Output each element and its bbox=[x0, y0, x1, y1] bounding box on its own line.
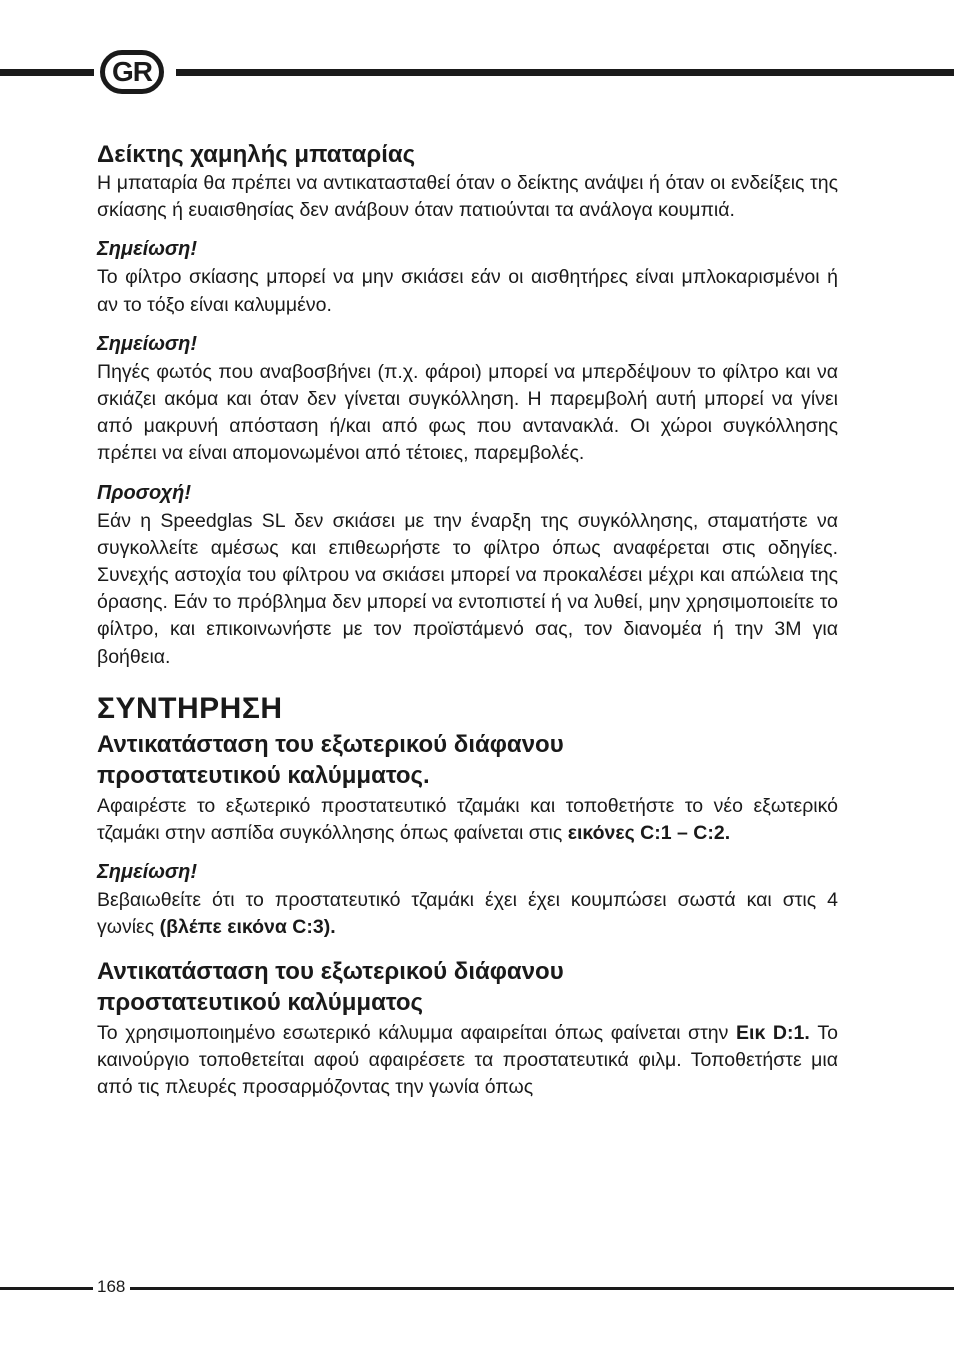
note-paragraph: Πηγές φωτός που αναβοσβήνει (π.χ. φάροι) μπορεί να μπερδέψουν το φίλτρο και να σκιάζει ακόμα και όταν δεν γίνεται συγκόλληση. Η παρεμβολή αυτή μπορεί να γίνει από μακρυνή απόσταση ή/και από φως που αντανακλά. Οι χώροι συγκόλλησης πρέπει να είναι απομονωμένοι από τέτοιες, παρεμβολές. bbox=[97, 360, 838, 465]
battery-heading: Δείκτης χαμηλής μπαταρίας bbox=[97, 141, 416, 168]
language-code: GR bbox=[112, 56, 152, 87]
figure-reference: Εικ D:1. bbox=[736, 1021, 810, 1044]
language-badge bbox=[100, 50, 164, 94]
inner-cover-text-a: Το χρησιμοποιημένο εσωτερικό κάλυμμα αφαιρείται όπως φαίνεται στην bbox=[97, 1021, 729, 1044]
header-rule-right bbox=[176, 69, 954, 76]
note-label: Σημείωση! bbox=[97, 861, 198, 884]
caution-label: Προσοχή! bbox=[97, 481, 192, 504]
note-paragraph: Το φίλτρο σκίασης μπορεί να μην σκιάσει εάν οι αισθητήρες είναι μπλοκαρισμένοι ή αν το τόξο είναι καλυμμένο. bbox=[97, 266, 838, 316]
outer-cover-heading-line2: προστατευτικού καλύμματος. bbox=[97, 761, 430, 789]
outer-cover-text: Αφαιρέστε το εξωτερικό προστατευτικό τζαμάκι και τοποθετήστε το νέο εξωτερικό τζαμάκι στην ασπίδα συγκόλλησης όπως φαίνεται στις bbox=[97, 794, 838, 845]
maintenance-heading: ΣΥΝΤΗΡΗΣΗ bbox=[97, 691, 283, 725]
page-content bbox=[97, 140, 838, 1101]
page-number: 168 bbox=[97, 1277, 126, 1296]
header-rule-left bbox=[0, 69, 94, 76]
battery-paragraph: Η μπαταρία θα πρέπει να αντικατασταθεί όταν ο δείκτης ανάψει ή όταν οι ενδείξεις της σκίασης ή ευαισθησίας δεν ανάβουν όταν πατιούνται τα ανάλογα κουμπιά. bbox=[97, 172, 838, 222]
outer-cover-heading-line1: Αντικατάσταση του εξωτερικού διάφανου bbox=[97, 730, 564, 758]
note-label: Σημείωση! bbox=[97, 332, 198, 355]
inner-cover-paragraph bbox=[97, 1020, 838, 1102]
inner-cover-heading-line1: Αντικατάσταση του εξωτερικού διάφανου bbox=[97, 957, 564, 985]
note-paragraph bbox=[97, 887, 838, 941]
inner-cover-heading-line2: προστατευτικού καλύμματος bbox=[97, 988, 424, 1016]
figure-reference: εικόνες C:1 – C:2. bbox=[567, 822, 731, 845]
caution-paragraph: Εάν η Speedglas SL δεν σκιάσει με την έναρξη της συγκόλλησης, σταματήστε να συγκολλείτε αμέσως και επιθεωρήστε το φίλτρο όπως αναφέρεται στις οδηγίες. Συνεχής αστοχία του φίλτρου να σκιάσει μπορεί να προκαλέσει μέχρι και απώλεια της όρασης. Εάν το πρόβλημα δεν μπορεί να εντοπιστεί ή να λυθεί, μην χρησιμοποιείτε το φίλτρο, και επικοινωνήστε με τον προϊστάμενό σας, τον διανομέα ή την 3M για βοήθεια. bbox=[97, 509, 838, 668]
note-text: Βεβαιωθείτε ότι το προστατευτικό τζαμάκι έχει έχει κουμπώσει σωστά και στις 4 γωνίες bbox=[97, 889, 838, 939]
outer-cover-paragraph bbox=[97, 793, 838, 847]
footer-rule-left bbox=[0, 1287, 93, 1290]
outer-cover-heading bbox=[97, 729, 838, 791]
inner-cover-heading bbox=[97, 956, 838, 1018]
inner-cover-text-b: Το καινούργιο τοποθετείται αφού αφαιρέσετε τα προστατευτικά φιλμ. Τοποθετήστε μια από τις πλευρές προσαρμόζοντας την γωνία όπως bbox=[97, 1021, 839, 1099]
footer-rule-right bbox=[130, 1287, 954, 1290]
note-label: Σημείωση! bbox=[97, 238, 198, 261]
figure-reference: (βλέπε εικόνα C:3). bbox=[159, 916, 336, 939]
